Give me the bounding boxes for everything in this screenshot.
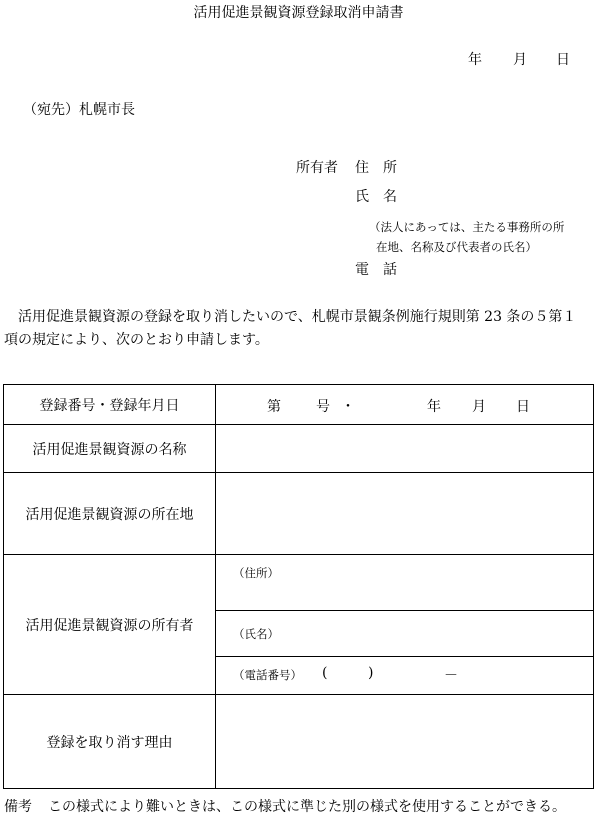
applicant-phone-label xyxy=(355,259,397,279)
applicant-name-label xyxy=(355,186,397,206)
number-suffix: 号 xyxy=(316,399,330,415)
owner-phone-label: （電話番号） xyxy=(233,668,302,682)
address-label-char-1: 住 xyxy=(355,160,369,176)
statement-line-2: 項の規定により、次のとおり申請します。 xyxy=(4,332,269,348)
phone-label-char-2: 話 xyxy=(383,262,397,278)
cancellation-reason-label: 登録を取り消す理由 xyxy=(46,734,173,751)
phone-label-char-1: 電 xyxy=(355,262,369,278)
registration-number-date-label: 登録番号・登録年月日 xyxy=(39,397,180,414)
separator-dot: ・ xyxy=(341,399,355,415)
resource-owner-label: 活用促進景観資源の所有者 xyxy=(25,617,194,634)
resource-location-field[interactable] xyxy=(216,473,593,554)
date-year-label: 年 xyxy=(468,52,482,68)
name-label-char-1: 氏 xyxy=(355,189,369,205)
owner-label: 所有者 xyxy=(296,160,338,176)
statement-line-1: 活用促進景観資源の登録を取り消したいので、札幌市景観条例施行規則第 23 条の５第１ xyxy=(18,309,577,325)
owner-phone-field[interactable] xyxy=(216,657,593,694)
application-statement xyxy=(4,306,594,352)
corporation-note-line-2: 在地、名称及び代表者の氏名） xyxy=(376,240,537,254)
phone-paren-close: ) xyxy=(368,665,374,681)
corporation-note xyxy=(369,217,589,257)
name-label-char-2: 名 xyxy=(383,189,397,205)
phone-paren-open: ( xyxy=(322,665,328,681)
owner-name-field[interactable] xyxy=(216,611,593,656)
registration-year-label: 年 xyxy=(427,399,441,415)
owner-address-field[interactable] xyxy=(216,555,593,610)
number-prefix: 第 xyxy=(267,399,281,415)
registration-day-label: 日 xyxy=(516,399,530,415)
remarks-text: この様式により難いときは、この様式に準じた別の様式を使用することができる。 xyxy=(48,799,566,815)
registration-month-label: 月 xyxy=(472,399,486,415)
resource-location-label: 活用促進景観資源の所在地 xyxy=(25,506,194,523)
document-title: 活用促進景観資源登録取消申請書 xyxy=(193,5,404,21)
owner-name-label: （氏名） xyxy=(233,627,279,641)
remarks xyxy=(4,796,566,816)
owner-address-label: （住所） xyxy=(233,566,279,580)
remarks-label: 備考 xyxy=(4,799,32,815)
date-day-label: 日 xyxy=(556,52,570,68)
corporation-note-line-1: （法人にあっては、主たる事務所の所 xyxy=(369,220,565,234)
cancellation-reason-field[interactable] xyxy=(216,695,593,788)
phone-dash: － xyxy=(444,668,458,684)
addressee: （宛先）札幌市長 xyxy=(23,102,135,118)
resource-name-label: 活用促進景観資源の名称 xyxy=(32,441,187,458)
date-month-label: 月 xyxy=(513,52,527,68)
application-form-table xyxy=(3,384,594,789)
applicant-address-label xyxy=(355,157,397,177)
address-label-char-2: 所 xyxy=(383,160,397,176)
resource-name-field[interactable] xyxy=(216,425,593,472)
